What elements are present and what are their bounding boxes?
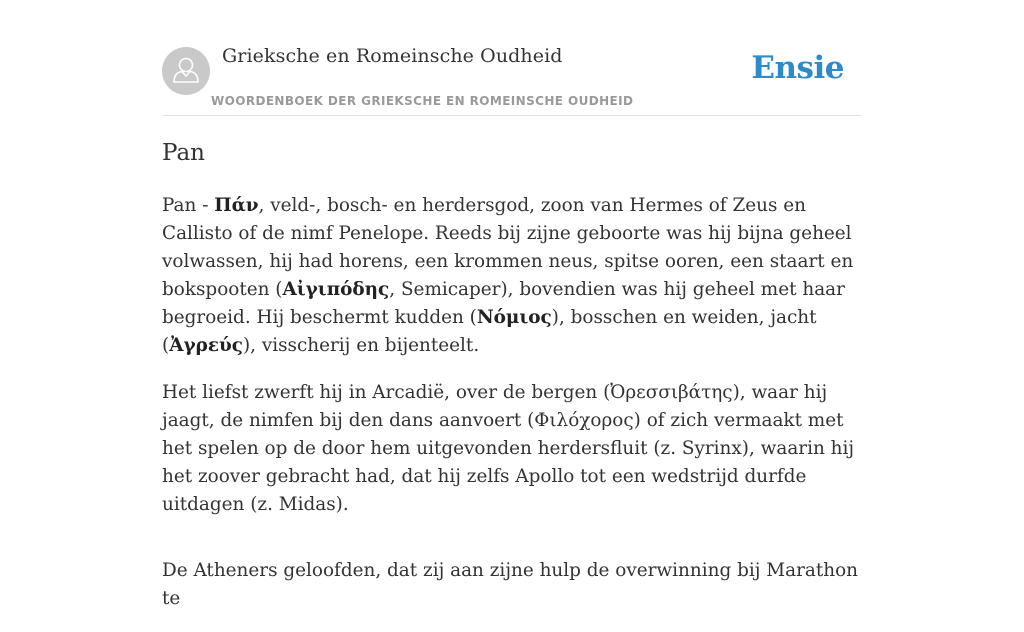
entry-title: Pan bbox=[162, 140, 205, 166]
entry-text: , veld-, bosch- en herdersgod, zoon van Hermes of Zeus en Callisto of de nimf Penelope. Reeds bij zijne geboorte was hij bijna geheel volwassen, hij had horens, een krommen neus, spitse ooren, een staart en bokspooten ( bbox=[162, 195, 854, 300]
ensie-logo[interactable]: Ensie bbox=[751, 50, 844, 86]
greek-term: Πάν bbox=[214, 195, 259, 216]
user-icon[interactable] bbox=[162, 47, 210, 95]
greek-term: Νόμιος bbox=[476, 307, 552, 328]
dictionary-title[interactable]: Grieksche en Romeinsche Oudheid bbox=[222, 45, 563, 67]
entry-text: ), bosschen en weiden, jacht ( bbox=[162, 307, 817, 356]
entry-text: , Semicaper), bovendien was hij geheel met haar begroeid. Hij beschermt kudden ( bbox=[162, 279, 845, 328]
dictionary-header bbox=[162, 0, 862, 116]
page bbox=[162, 0, 862, 609]
entry-text: Pan - bbox=[162, 195, 215, 216]
entry-text: ), visscherij en bijenteelt. bbox=[242, 335, 480, 356]
dictionary-subtitle: WOORDENBOEK DER GRIEKSCHE EN ROMEINSCHE OUDHEID bbox=[211, 94, 634, 108]
greek-term: Ἀγρεύς bbox=[169, 335, 243, 356]
entry-paragraph-2: Het liefst zwerft hij in Arcadië, over de bergen (Ὀρεσσιβάτης), waar hij jaagt, de nimfen bij den dans aanvoert (Φιλόχορος) of zich vermaakt met het spelen op de door hem uitgevonden herdersfluit (z. Syrinx), waarin hij het zoover gebracht had, dat hij zelfs Apollo tot een wedstrijd durfde uitdagen (z. Midas). bbox=[162, 382, 855, 515]
greek-term: Αἰγιπόδης bbox=[282, 279, 390, 300]
entry-body bbox=[162, 192, 867, 632]
entry-paragraph-1 bbox=[162, 192, 867, 360]
entry-paragraph-3: De Atheners geloofden, dat zij aan zijne hulp de overwinning bij Marathon te bbox=[162, 560, 858, 609]
user-icon-graphic bbox=[162, 47, 210, 95]
